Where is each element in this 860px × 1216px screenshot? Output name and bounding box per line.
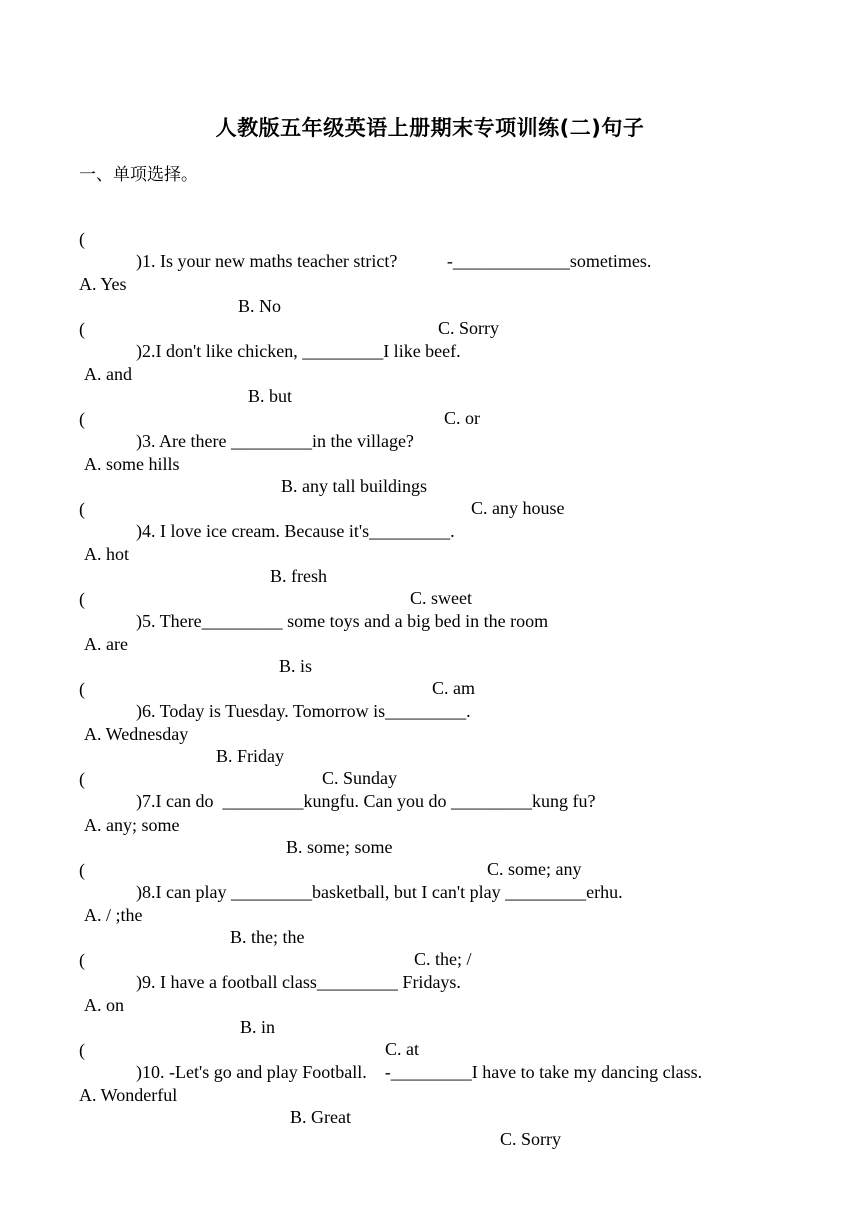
option-b: B. some; some bbox=[286, 837, 393, 857]
option-c: C. Sunday bbox=[322, 768, 398, 788]
question-text: )7.I can do _________kungfu. Can you do _________kung fu? bbox=[136, 791, 596, 811]
option-a: A. on bbox=[84, 995, 124, 1015]
answer-paren: ( bbox=[79, 860, 85, 880]
option-c: C. sweet bbox=[410, 588, 472, 608]
option-b: B. any tall buildings bbox=[281, 476, 427, 496]
option-b: B. is bbox=[279, 656, 313, 676]
question-text: )2.I don't like chicken, _________I like beef. bbox=[136, 341, 461, 361]
option-c: C. or bbox=[444, 408, 480, 428]
answer-paren: ( bbox=[79, 409, 85, 429]
question-text: )6. Today is Tuesday. Tomorrow is_________. bbox=[136, 701, 471, 721]
option-a: A. and bbox=[84, 364, 132, 384]
option-c: C. Sorry bbox=[438, 318, 500, 338]
option-a: A. / ;the bbox=[84, 905, 143, 925]
answer-paren: ( bbox=[79, 499, 85, 519]
option-a: A. Wednesday bbox=[84, 724, 189, 744]
option-a: A. some hills bbox=[84, 454, 180, 474]
answer-paren: ( bbox=[79, 319, 85, 339]
option-c: C. Sorry bbox=[500, 1129, 562, 1149]
option-c: C. am bbox=[432, 678, 475, 698]
option-b: B. the; the bbox=[230, 927, 305, 947]
option-a: A. hot bbox=[84, 544, 129, 564]
option-b: B. fresh bbox=[270, 566, 327, 586]
answer-paren: ( bbox=[79, 950, 85, 970]
question-text: )8.I can play _________basketball, but I can't play _________erhu. bbox=[136, 882, 623, 902]
option-a: A. are bbox=[84, 634, 128, 654]
option-b: B. No bbox=[238, 296, 282, 316]
question-text: )4. I love ice cream. Because it's_________. bbox=[136, 521, 455, 541]
option-b: B. Great bbox=[290, 1107, 351, 1127]
option-c: C. any house bbox=[471, 498, 565, 518]
option-a: A. Yes bbox=[79, 274, 127, 294]
option-b: B. Friday bbox=[216, 746, 285, 766]
option-a: A. Wonderful bbox=[79, 1085, 178, 1105]
question-text: )1. Is your new maths teacher strict? -_____________sometimes. bbox=[136, 251, 652, 271]
option-a: A. any; some bbox=[84, 815, 180, 835]
option-c: C. at bbox=[385, 1039, 419, 1059]
question-text: )3. Are there _________in the village? bbox=[136, 431, 414, 451]
answer-paren: ( bbox=[79, 1040, 85, 1060]
page-title: 人教版五年级英语上册期末专项训练(二)句子 bbox=[215, 116, 645, 140]
question-text: )5. There_________ some toys and a big bed in the room bbox=[136, 611, 549, 631]
question-text: )10. -Let's go and play Football. -_________I have to take my dancing class. bbox=[136, 1062, 703, 1082]
option-b: B. in bbox=[240, 1017, 276, 1037]
answer-paren: ( bbox=[79, 589, 85, 609]
question-text: )9. I have a football class_________ Fridays. bbox=[136, 972, 461, 992]
option-c: C. the; / bbox=[414, 949, 472, 969]
answer-paren: ( bbox=[79, 769, 85, 789]
section-heading: 一、单项选择。 bbox=[79, 165, 198, 185]
answer-paren: ( bbox=[79, 679, 85, 699]
option-b: B. but bbox=[248, 386, 293, 406]
answer-paren: ( bbox=[79, 229, 85, 249]
option-c: C. some; any bbox=[487, 859, 582, 879]
